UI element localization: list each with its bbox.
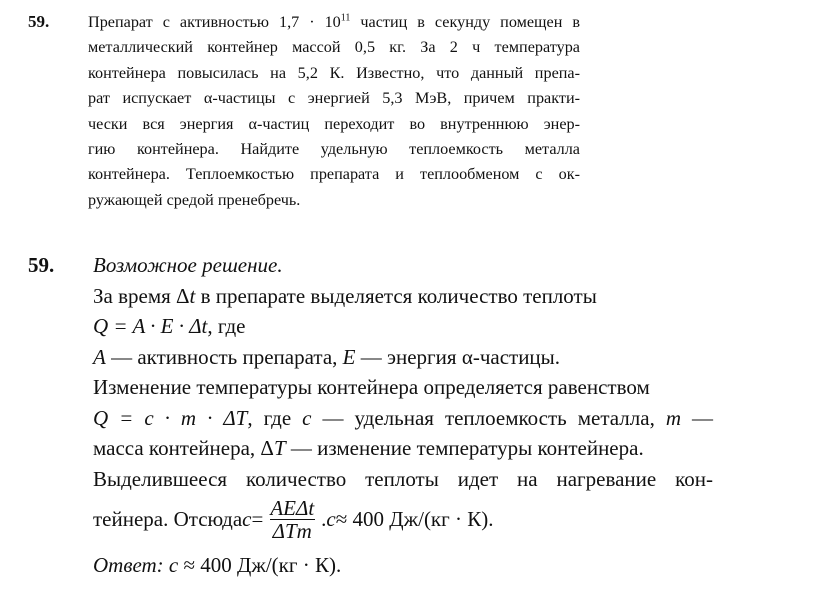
result-fraction — [267, 497, 317, 542]
fraction-denominator: ΔTm — [270, 519, 315, 542]
fraction-numerator: AEΔt — [270, 495, 315, 520]
answer-label: Ответ: — [93, 553, 164, 577]
problem-line-1: Препарат с активностью $1,7 \cdot 10^{11}$ частиц в секунду помещен в — [88, 12, 580, 31]
answer-value: ≈ 400 Дж/(кг · К). — [178, 553, 342, 577]
solution-line-3: A — активность препарата, E — энергия α-частицы. — [93, 344, 561, 369]
problem-line-3: контейнера повысилась на 5,2 К. Известно, что данный препа- — [88, 63, 580, 82]
problem-statement — [88, 10, 580, 213]
solution-line-8: тейнера. Отсюда c = $\frac{\text{AEΔt}}{\text{ΔTm}}$ . c ≈ 400 Дж/(кг · К). — [93, 495, 494, 543]
problem-line-4: рат испускает α-частицы с энергией 5,3 МэВ, причем практи- — [88, 89, 580, 108]
problem-line-7: контейнера. Теплоемкостью препарата и теплообменом с ок- — [88, 165, 580, 184]
problem-number: 59. — [28, 12, 50, 31]
solution-line-1: За время Δt в препарате выделяется количество теплоты — [93, 283, 597, 308]
solution-number: 59. — [28, 253, 55, 277]
solution-line-6: масса контейнера, ΔT — изменение температуры контейнера. — [93, 436, 644, 460]
heating-formula: Q = c · m · ΔT — [93, 405, 248, 430]
solution-line-2: Q = A · E · Δt, где — [93, 314, 246, 338]
solution-line-4: Изменение температуры контейнера определяется равенством — [93, 375, 650, 399]
answer-line: Ответ: c ≈ 400 Дж/(кг · К). — [93, 553, 342, 577]
problem-line-6: гию контейнера. Найдите удельную теплоемкость металла — [88, 140, 580, 159]
heat-formula: Q = A · E · Δt — [93, 314, 208, 338]
solution-line-7: Выделившееся количество теплоты идет на нагревание кон- — [93, 466, 713, 491]
solution-block — [93, 250, 713, 581]
solution-heading: Возможное решение. — [93, 253, 283, 277]
problem-line-8: ружающей средой пренебречь. — [88, 190, 301, 209]
problem-line-2: металлический контейнер массой 0,5 кг. За 2 ч температура — [88, 38, 580, 57]
problem-line-5: чески вся энергия α-частиц переходит во внутреннюю энер- — [88, 114, 580, 133]
solution-line-5: Q = c · m · ΔT, где c — удельная теплоемкость металла, m — — [93, 405, 714, 430]
